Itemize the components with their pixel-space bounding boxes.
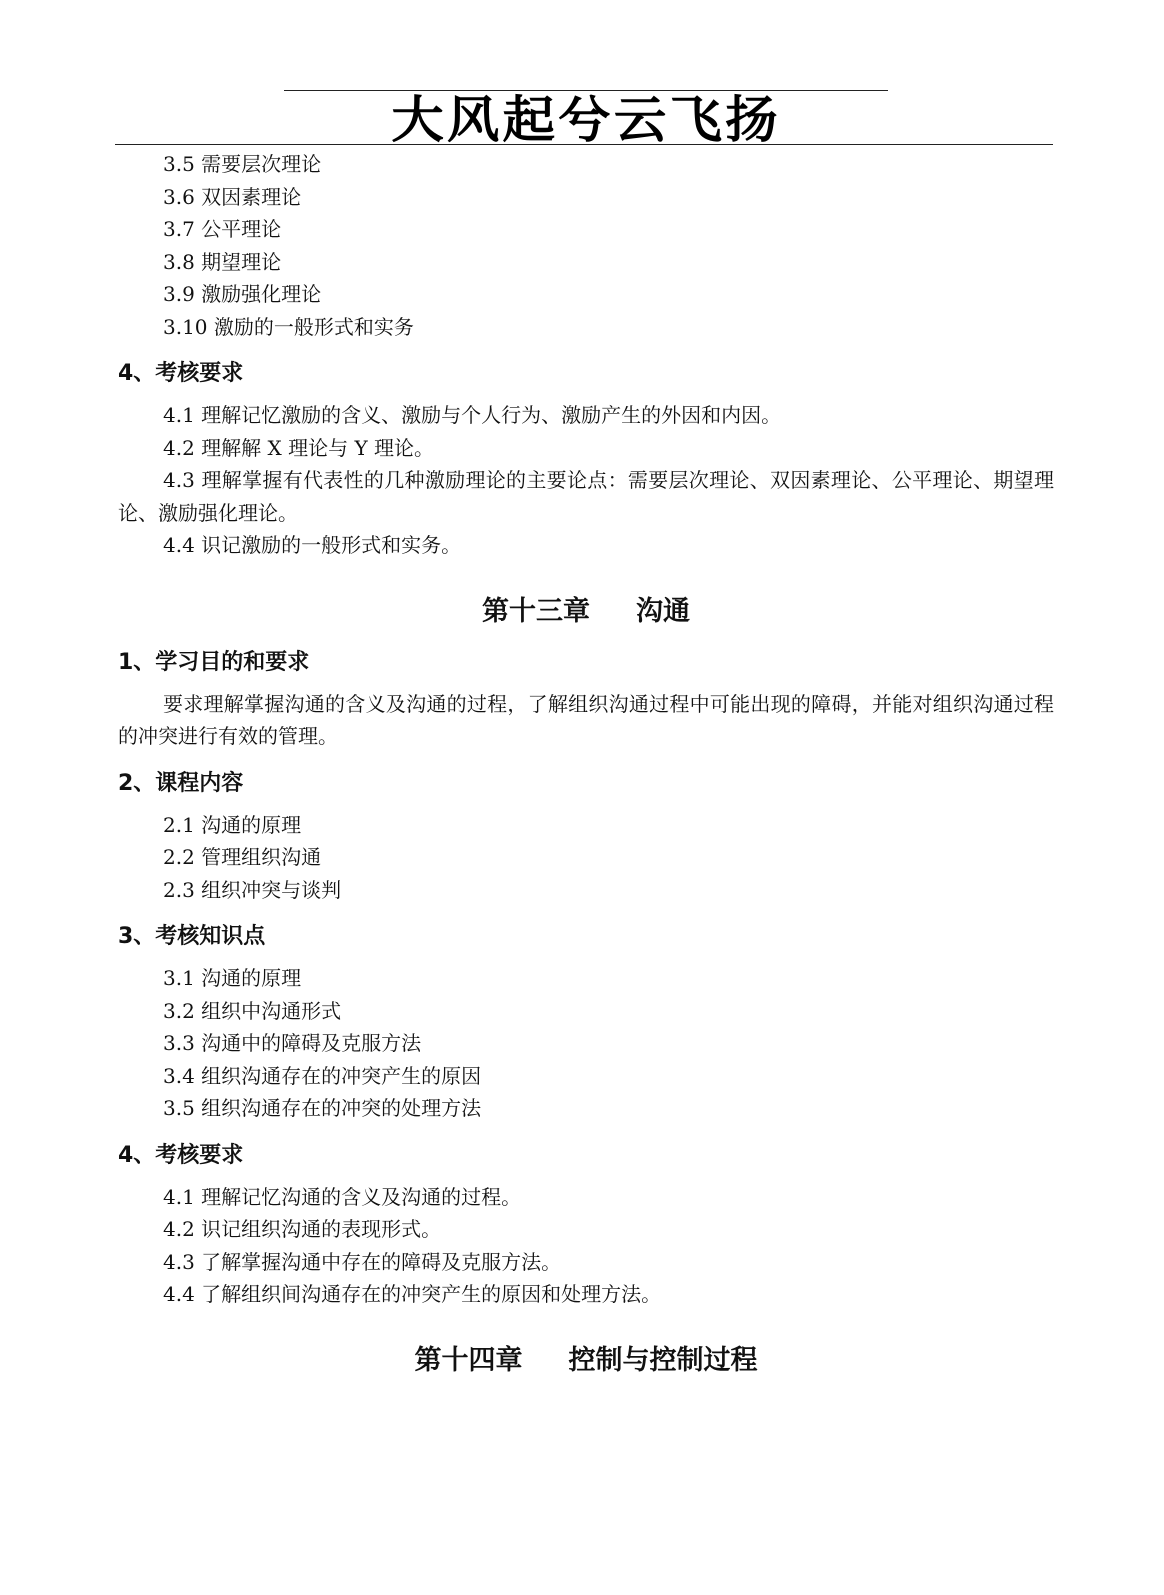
chapter-title [118, 1341, 1054, 1381]
list-item: 3.5 需要层次理论 [163, 152, 322, 176]
chapter-name: 控制与控制过程 [568, 1344, 758, 1376]
list-item: 3.7 公平理论 [163, 217, 282, 241]
section-heading: 3、考核知识点 [118, 924, 266, 949]
list-item: 3.3 沟通中的障碍及克服方法 [163, 1031, 422, 1055]
list-item: 3.1 沟通的原理 [163, 966, 302, 990]
list-item: 3.4 组织沟通存在的冲突产生的原因 [163, 1063, 482, 1088]
list-item: 3.8 期望理论 [163, 249, 282, 274]
paragraph: 4.2 理解解 X 理论与 Y 理论。 [163, 435, 435, 460]
list-item: 2.3 组织冲突与谈判 [163, 877, 342, 902]
section-heading: 4、考核要求 [118, 361, 244, 386]
paragraph: 4.1 理解记忆激励的含义、激励与个人行为、激励产生的外因和内因。 [163, 403, 782, 427]
list-item: 4.2 识记组织沟通的表现形式。 [163, 1217, 442, 1241]
paragraph: 4.3 理解掌握有代表性的几种激励理论的主要论点：需要层次理论、双因素理论、公平理论、期望理论、激励强化理论。 [118, 468, 1054, 525]
header-title: 大风起兮云飞扬 [391, 90, 781, 149]
header-bottom-rule [115, 144, 1053, 145]
paragraph: 要求理解掌握沟通的含义及沟通的过程，了解组织沟通过程中可能出现的障碍，并能对组织沟通过程的冲突进行有效的管理。 [118, 691, 1054, 748]
section-heading: 4、考核要求 [118, 1142, 244, 1168]
list-item: 2.1 沟通的原理 [163, 812, 302, 837]
document-body [118, 148, 1054, 1381]
section-heading: 1、学习目的和要求 [118, 649, 310, 675]
chapter-number: 第十四章 [414, 1344, 523, 1376]
list-item: 3.10 激励的一般形式和实务 [163, 314, 414, 339]
list-item: 3.9 激励强化理论 [163, 282, 322, 306]
chapter-name: 沟通 [636, 595, 690, 627]
list-item: 2.2 管理组织沟通 [163, 845, 322, 869]
paragraph: 4.4 识记激励的一般形式和实务。 [163, 533, 462, 557]
list-item: 4.3 了解掌握沟通中存在的障碍及克服方法。 [163, 1249, 562, 1274]
list-item: 3.2 组织中沟通形式 [163, 998, 342, 1023]
list-item: 3.6 双因素理论 [163, 184, 302, 209]
list-item: 3.5 组织沟通存在的冲突的处理方法 [163, 1096, 482, 1120]
list-item: 4.4 了解组织间沟通存在的冲突产生的原因和处理方法。 [163, 1282, 662, 1306]
chapter-number: 第十三章 [482, 595, 590, 627]
list-item: 4.1 理解记忆沟通的含义及沟通的过程。 [163, 1184, 522, 1209]
section-heading: 2、课程内容 [118, 770, 244, 796]
chapter-title [118, 592, 1054, 632]
